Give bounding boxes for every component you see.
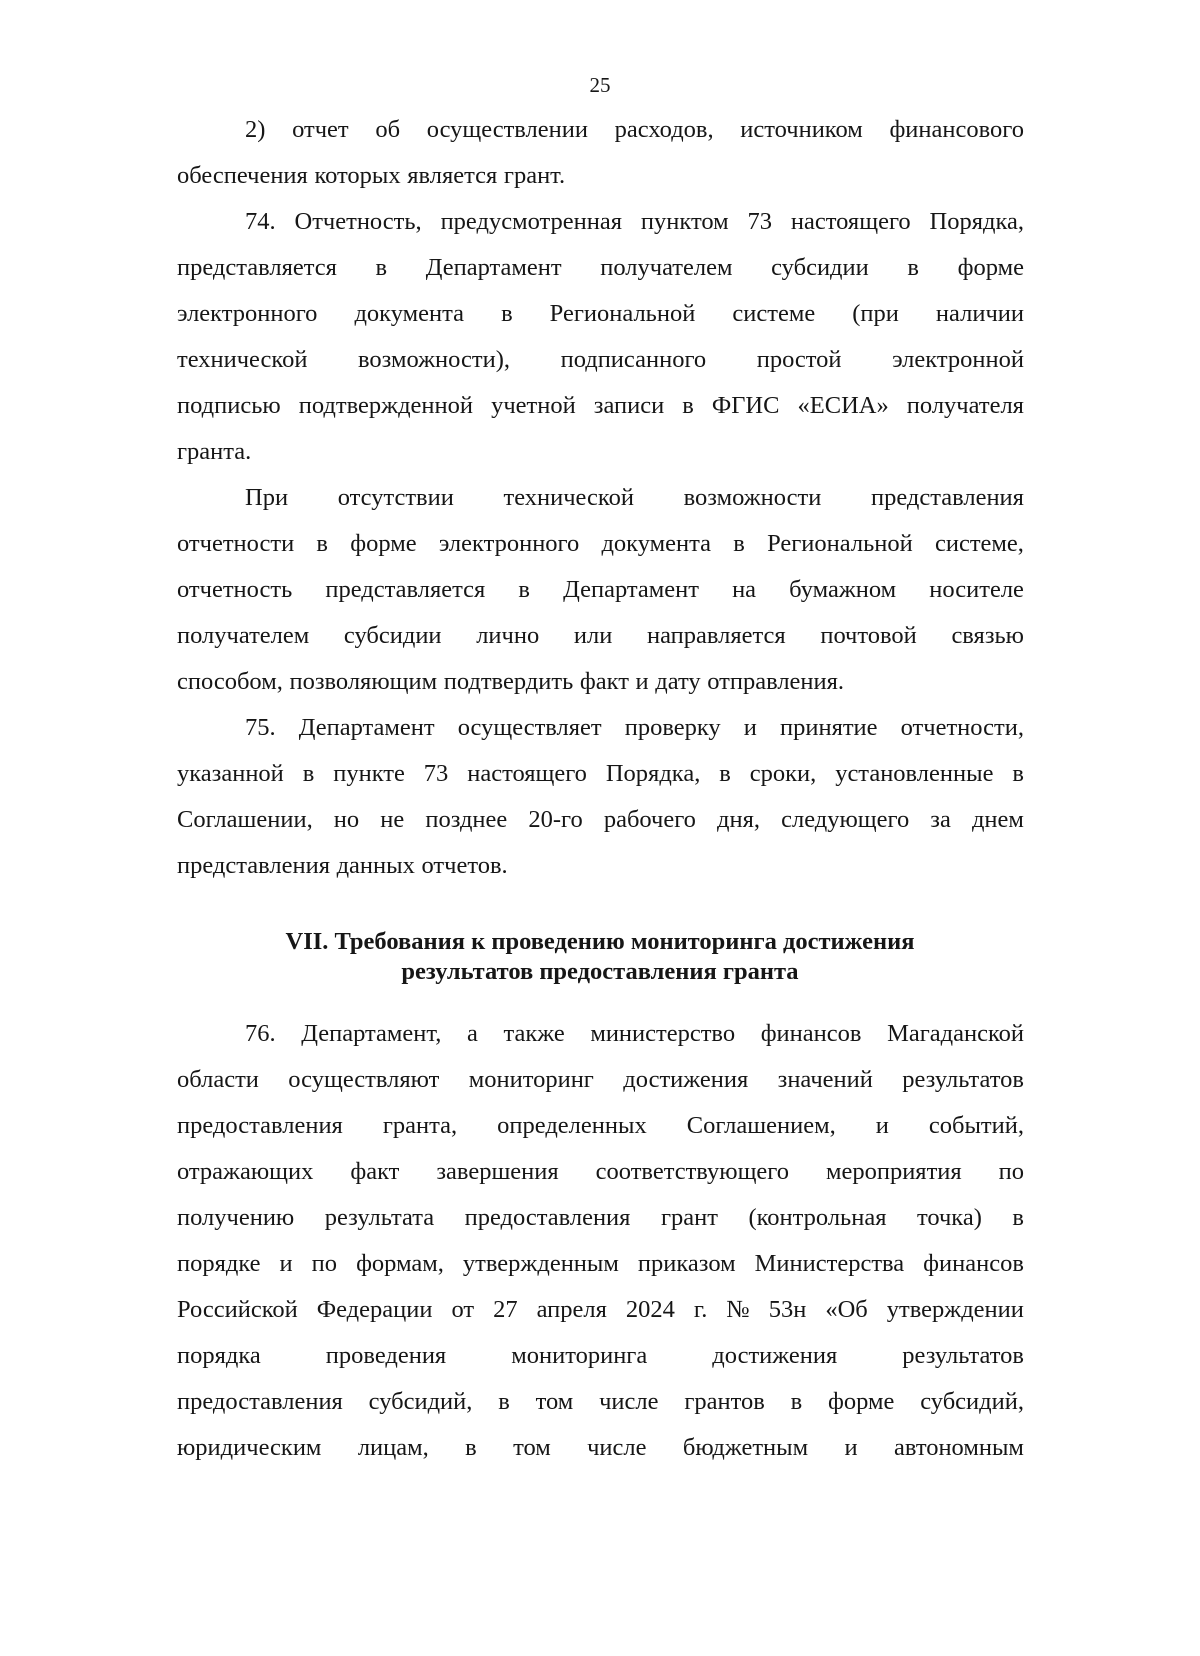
word: 73 bbox=[747, 208, 773, 235]
word: на bbox=[732, 576, 757, 603]
text-line bbox=[245, 713, 1024, 743]
word: форме bbox=[828, 1388, 895, 1415]
word: позднее bbox=[425, 806, 508, 833]
word: в bbox=[790, 1388, 803, 1415]
word: связью bbox=[951, 622, 1024, 649]
text-line bbox=[177, 1065, 1024, 1095]
text-line bbox=[177, 805, 1024, 835]
word: отправления. bbox=[707, 668, 845, 695]
section-heading: VII. Требования к проведению мониторинга достижения bbox=[285, 928, 915, 955]
word: отражающих bbox=[177, 1158, 314, 1185]
word: в bbox=[498, 1388, 510, 1415]
word: Соглашением, bbox=[686, 1112, 836, 1139]
word: № bbox=[726, 1296, 750, 1323]
word: или bbox=[573, 622, 613, 649]
word: приказом bbox=[637, 1250, 736, 1277]
word: является bbox=[407, 162, 498, 189]
word: осуществляют bbox=[288, 1066, 440, 1093]
word: в bbox=[733, 530, 745, 557]
word: ФГИС bbox=[711, 392, 780, 419]
word: грант bbox=[660, 1204, 718, 1231]
word: числе bbox=[599, 1388, 659, 1415]
word: бумажном bbox=[789, 576, 897, 603]
word: соответствующего bbox=[595, 1158, 789, 1185]
word: факт bbox=[579, 668, 629, 695]
word: форме bbox=[350, 530, 417, 557]
word: (контрольная bbox=[748, 1204, 887, 1231]
word: достижения bbox=[712, 1342, 838, 1369]
word: почтовой bbox=[820, 622, 917, 649]
word: электронной bbox=[892, 346, 1024, 373]
word: субсидии bbox=[771, 254, 869, 281]
word: представления bbox=[177, 852, 330, 879]
word: 27 bbox=[493, 1296, 518, 1323]
text-line bbox=[177, 1433, 1024, 1463]
word: событий, bbox=[928, 1112, 1024, 1139]
word: точка) bbox=[916, 1204, 982, 1231]
word: настоящего bbox=[790, 208, 911, 235]
word: Департамент bbox=[425, 254, 562, 281]
word: сроки, bbox=[749, 760, 817, 787]
text-line bbox=[177, 1295, 1024, 1325]
word: в bbox=[518, 576, 530, 603]
text-line bbox=[177, 621, 1024, 651]
text-line bbox=[177, 759, 1024, 789]
word: записи bbox=[593, 392, 665, 419]
word: Отчетность, bbox=[294, 208, 422, 235]
word: которых bbox=[314, 162, 401, 189]
word: способом, bbox=[177, 668, 283, 695]
word: по bbox=[998, 1158, 1024, 1185]
word: электронного bbox=[177, 300, 318, 327]
word: простой bbox=[756, 346, 842, 373]
page-number: 25 bbox=[589, 73, 611, 97]
word: и bbox=[875, 1112, 889, 1139]
word: в bbox=[501, 300, 513, 327]
word: отчет bbox=[292, 116, 349, 143]
word: юридическим bbox=[177, 1434, 322, 1461]
word: носителе bbox=[929, 576, 1024, 603]
text-line bbox=[177, 437, 1024, 467]
word: в bbox=[465, 1434, 477, 1461]
word: Департамент, bbox=[301, 1020, 442, 1047]
word: Соглашении, bbox=[177, 806, 313, 833]
word: «Об bbox=[825, 1296, 868, 1323]
word: технической bbox=[177, 346, 308, 373]
section-heading: результатов предоставления гранта bbox=[401, 958, 799, 985]
word: представляется bbox=[325, 576, 486, 603]
word: за bbox=[930, 806, 951, 833]
word: принятие bbox=[779, 714, 878, 741]
word: предоставления bbox=[177, 1112, 343, 1139]
word: и bbox=[844, 1434, 858, 1461]
word: данных bbox=[336, 852, 415, 879]
word: грант. bbox=[503, 162, 566, 189]
word: 74. bbox=[245, 208, 276, 235]
word: подтвержденной bbox=[298, 392, 473, 419]
word: Магаданской bbox=[887, 1020, 1024, 1047]
word: и bbox=[743, 714, 757, 741]
word: грантов bbox=[684, 1388, 765, 1415]
word: отчетность bbox=[177, 576, 293, 603]
text-line bbox=[245, 207, 1024, 237]
word: дня, bbox=[717, 806, 760, 833]
text-line bbox=[177, 1341, 1024, 1371]
word: в bbox=[1012, 1204, 1024, 1231]
text-line bbox=[177, 299, 1024, 329]
word: возможности bbox=[683, 484, 822, 511]
word: осуществлении bbox=[426, 116, 588, 143]
word: мониторинг bbox=[468, 1066, 594, 1093]
word: и bbox=[635, 668, 649, 695]
word: документа bbox=[601, 530, 712, 557]
word: отсутствии bbox=[337, 484, 454, 511]
word: 73 bbox=[423, 760, 449, 787]
word: представления bbox=[870, 484, 1024, 511]
word: утверждении bbox=[886, 1296, 1024, 1323]
text-line bbox=[177, 391, 1024, 421]
word: рабочего bbox=[603, 806, 696, 833]
word: получателем bbox=[600, 254, 733, 281]
word: предоставления bbox=[177, 1388, 343, 1415]
word: факт bbox=[350, 1158, 400, 1185]
word: 53н bbox=[768, 1296, 807, 1323]
word: Региональной bbox=[767, 530, 913, 557]
word: отчетности bbox=[177, 530, 295, 557]
word: Порядка, bbox=[929, 208, 1024, 235]
word: отчетности, bbox=[900, 714, 1024, 741]
word: При bbox=[245, 484, 289, 511]
word: настоящего bbox=[467, 760, 587, 787]
word: пунктом bbox=[640, 208, 729, 235]
text-line bbox=[245, 115, 1024, 145]
word: и bbox=[279, 1250, 293, 1277]
word: возможности), bbox=[358, 346, 511, 373]
word: Российской bbox=[177, 1296, 298, 1323]
text-line bbox=[177, 1249, 1024, 1279]
word: Федерации bbox=[316, 1296, 433, 1323]
word: финансового bbox=[889, 116, 1024, 143]
word: 2) bbox=[245, 116, 266, 143]
word: гранта. bbox=[177, 438, 252, 465]
word: в bbox=[1012, 760, 1024, 787]
word: наличии bbox=[935, 300, 1024, 327]
word: достижения bbox=[623, 1066, 749, 1093]
word: субсидий, bbox=[368, 1388, 473, 1415]
word: установленные bbox=[835, 760, 994, 787]
word: по bbox=[311, 1250, 338, 1277]
word: но bbox=[333, 806, 360, 833]
word: результатов bbox=[902, 1342, 1024, 1369]
word: том bbox=[535, 1388, 574, 1415]
text-line bbox=[177, 1387, 1024, 1417]
word: системе bbox=[732, 300, 816, 327]
word: учетной bbox=[491, 392, 576, 419]
word: лично bbox=[476, 622, 540, 649]
word: подписью bbox=[177, 392, 281, 419]
word: отчетов. bbox=[421, 852, 508, 879]
word: числе bbox=[587, 1434, 647, 1461]
word: 76. bbox=[245, 1020, 276, 1047]
word: автономным bbox=[893, 1434, 1024, 1461]
word: источником bbox=[740, 116, 863, 143]
word: пункте bbox=[333, 760, 405, 787]
word: утвержденным bbox=[462, 1250, 619, 1277]
word: в bbox=[302, 760, 315, 787]
word: Региональной bbox=[549, 300, 696, 327]
word: лицам, bbox=[357, 1434, 429, 1461]
word: г. bbox=[693, 1296, 708, 1323]
word: позволяющим bbox=[289, 668, 438, 695]
text-line bbox=[177, 529, 1024, 559]
word: «ЕСИА» bbox=[797, 392, 889, 419]
word: в bbox=[719, 760, 731, 787]
word: технической bbox=[503, 484, 634, 511]
word: также bbox=[503, 1020, 565, 1047]
word: от bbox=[451, 1296, 475, 1323]
word: обеспечения bbox=[177, 162, 308, 189]
word: дату bbox=[655, 668, 701, 695]
word: результатов bbox=[902, 1066, 1024, 1093]
text-line bbox=[177, 851, 1024, 881]
word: а bbox=[466, 1020, 478, 1047]
word: порядка bbox=[177, 1342, 261, 1369]
word: получению bbox=[177, 1204, 295, 1231]
word: расходов, bbox=[614, 116, 714, 143]
word: получателя bbox=[906, 392, 1024, 419]
word: субсидии bbox=[343, 622, 442, 649]
word: бюджетным bbox=[682, 1434, 809, 1461]
text-line bbox=[177, 1157, 1024, 1187]
word: не bbox=[380, 806, 405, 833]
word: днем bbox=[971, 806, 1024, 833]
word: значений bbox=[777, 1066, 873, 1093]
word: направляется bbox=[647, 622, 786, 649]
word: Департамент bbox=[298, 714, 435, 741]
word: получателем bbox=[177, 622, 310, 649]
word: Департамент bbox=[563, 576, 699, 603]
word: подтвердить bbox=[443, 668, 574, 695]
text-line bbox=[177, 667, 1024, 697]
text-line bbox=[245, 1019, 1024, 1049]
word: представляется bbox=[177, 254, 337, 281]
word: Порядка, bbox=[605, 760, 701, 787]
word: порядке bbox=[177, 1250, 261, 1277]
word: определенных bbox=[497, 1112, 647, 1139]
word: финансов bbox=[923, 1250, 1024, 1277]
text-line bbox=[177, 1203, 1024, 1233]
word: завершения bbox=[436, 1158, 559, 1185]
word: 75. bbox=[245, 714, 276, 741]
word: форме bbox=[957, 254, 1024, 281]
word: указанной bbox=[177, 760, 284, 787]
word: проведения bbox=[325, 1342, 447, 1369]
word: подписанного bbox=[560, 346, 707, 373]
word: мониторинга bbox=[511, 1342, 648, 1369]
text-line bbox=[177, 345, 1024, 375]
word: 2024 bbox=[625, 1296, 675, 1323]
word: апреля bbox=[536, 1296, 607, 1323]
word: 20-го bbox=[528, 806, 583, 833]
word: предусмотренная bbox=[440, 208, 622, 235]
word: следующего bbox=[781, 806, 910, 833]
word: проверку bbox=[624, 714, 721, 741]
word: в bbox=[682, 392, 694, 419]
word: в bbox=[316, 530, 328, 557]
word: министерство bbox=[590, 1020, 736, 1047]
word: (при bbox=[852, 300, 899, 327]
word: финансов bbox=[760, 1020, 862, 1047]
word: мероприятия bbox=[825, 1158, 962, 1185]
word: системе, bbox=[934, 530, 1024, 557]
word: области bbox=[177, 1066, 259, 1093]
word: том bbox=[513, 1434, 551, 1461]
word: результата bbox=[324, 1204, 435, 1231]
word: гранта, bbox=[382, 1112, 458, 1139]
word: в bbox=[375, 254, 388, 281]
text-line bbox=[177, 253, 1024, 283]
word: об bbox=[375, 116, 401, 143]
word: документа bbox=[354, 300, 465, 327]
word: осуществляет bbox=[457, 714, 602, 741]
text-line bbox=[177, 161, 1024, 191]
text-line bbox=[177, 575, 1024, 605]
word: субсидий, bbox=[920, 1388, 1024, 1415]
text-line bbox=[177, 1111, 1024, 1141]
word: в bbox=[907, 254, 919, 281]
word: электронного bbox=[438, 530, 580, 557]
text-line bbox=[245, 483, 1024, 513]
word: Министерства bbox=[754, 1250, 905, 1277]
word: предоставления bbox=[464, 1204, 631, 1231]
word: формам, bbox=[356, 1250, 444, 1277]
